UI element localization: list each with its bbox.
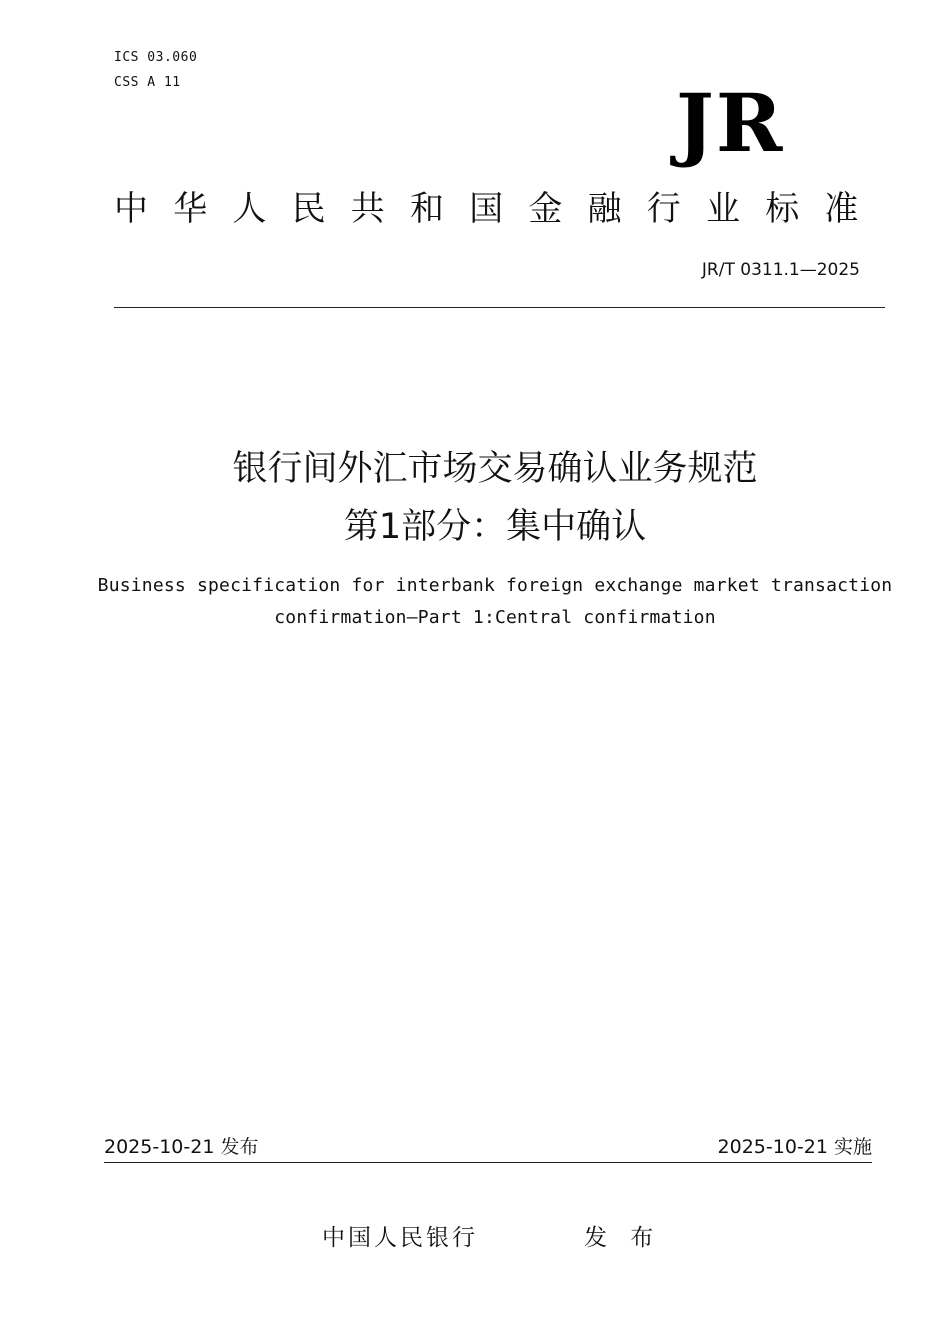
chinese-title-line-2: 第1部分：集中确认 <box>343 507 647 547</box>
standard-number: JR/T 0311.1—2025 <box>701 260 860 280</box>
issue-label: 发 布 <box>584 1225 662 1251</box>
footer-divider <box>104 1162 872 1163</box>
effective-date: 2025-10-21 实施 <box>717 1136 872 1158</box>
publish-date: 2025-10-21 发布 <box>104 1136 259 1158</box>
english-title-line-1: Business specification for interbank foreign exchange market transaction <box>97 575 893 596</box>
css-code: CSS A 11 <box>114 75 181 90</box>
jr-logo: JR <box>676 76 785 170</box>
english-title <box>0 570 950 634</box>
standard-category-title: 中华人民共和国金融行业标准 <box>114 189 884 229</box>
chinese-title-line-1: 银行间外汇市场交易确认业务规范 <box>232 449 758 489</box>
issuing-authority: 中国人民银行 <box>322 1225 478 1251</box>
header-divider <box>114 307 885 308</box>
ics-code: ICS 03.060 <box>114 50 198 65</box>
chinese-title <box>0 440 950 556</box>
english-title-line-2: confirmation—Part 1:Central confirmation <box>274 607 716 628</box>
